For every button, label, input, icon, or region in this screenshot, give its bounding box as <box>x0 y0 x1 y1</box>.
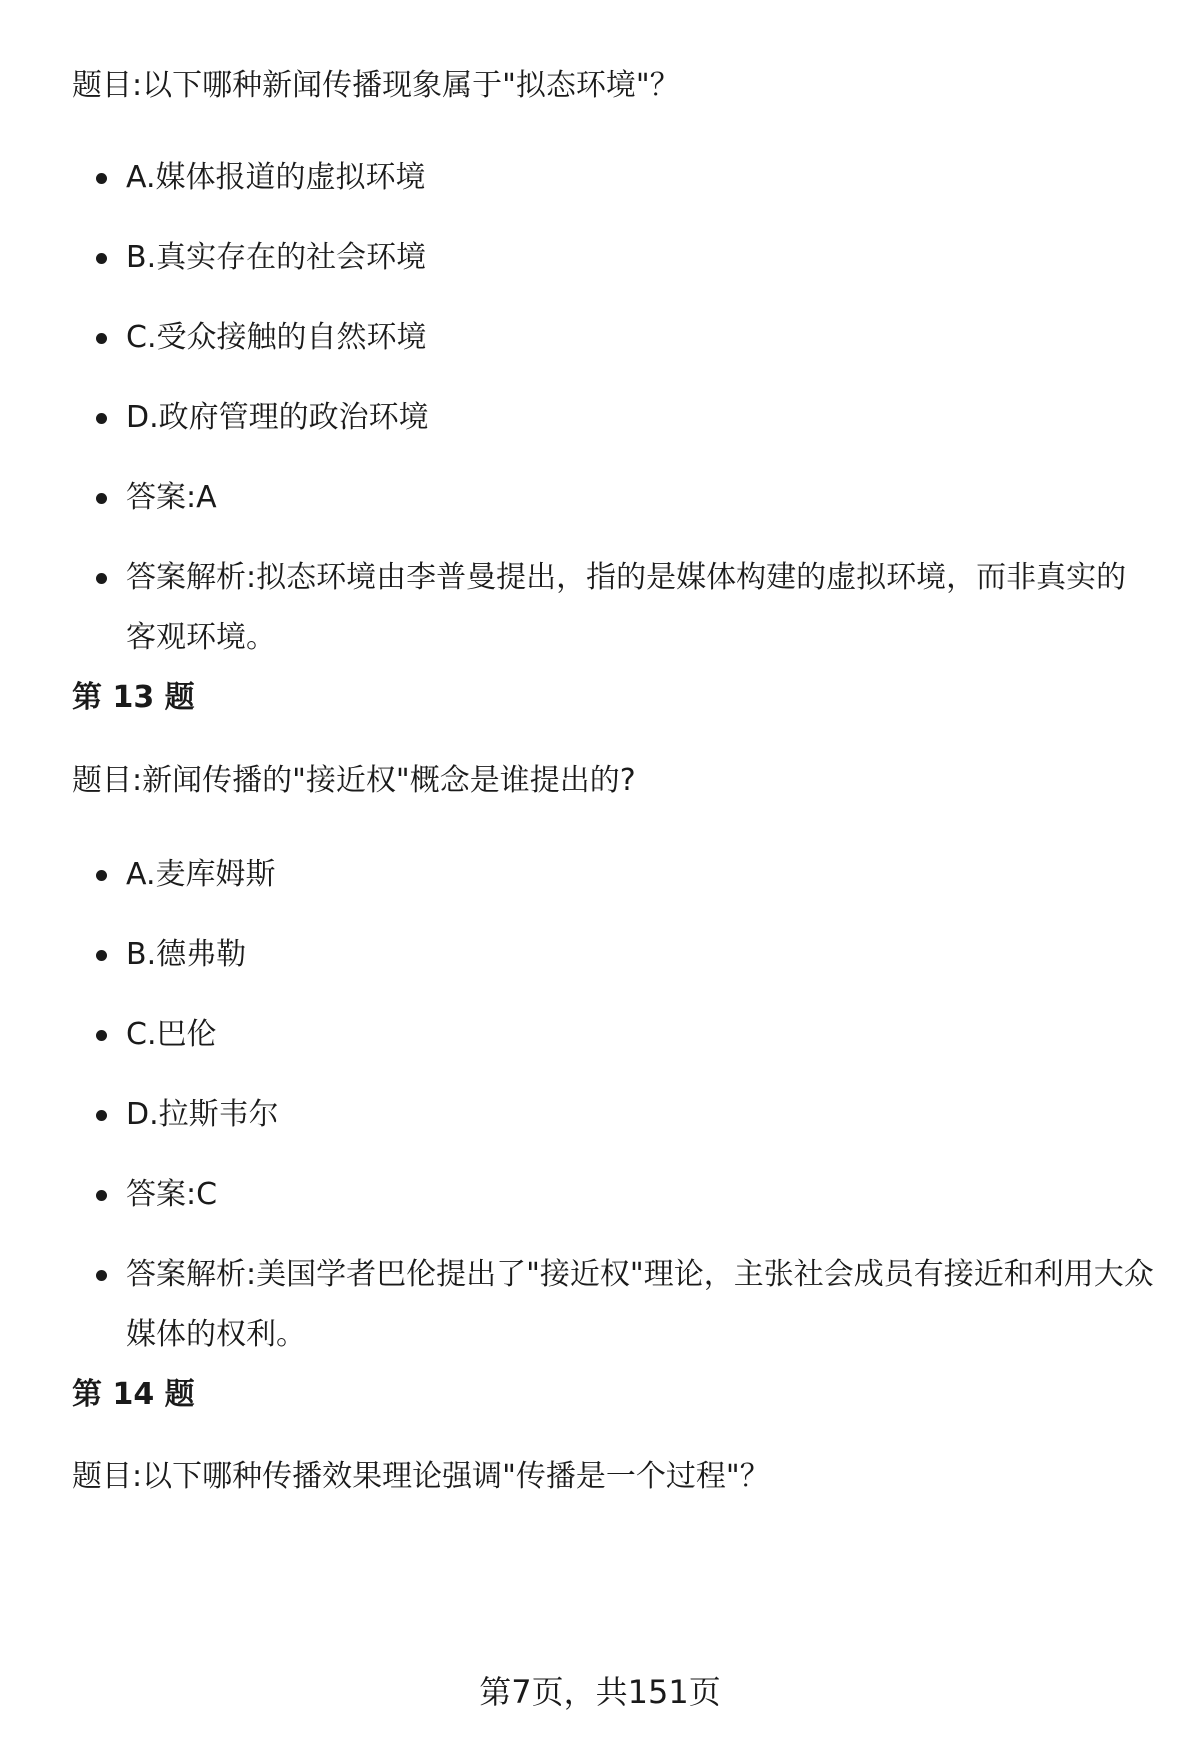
question-13-text: 题目:新闻传播的"接近权"概念是谁提出的? <box>72 763 636 798</box>
q13-option-c: C.巴伦 <box>126 1005 1156 1065</box>
q13-explanation: 答案解析:美国学者巴伦提出了"接近权"理论，主张社会成员有接近和利用大众媒体的权利。 <box>126 1245 1156 1365</box>
q13-option-b: B.德弗勒 <box>126 925 1156 985</box>
q12-option-b: B.真实存在的社会环境 <box>126 228 1156 288</box>
question-14-text: 题目:以下哪种传播效果理论强调"传播是一个过程"？ <box>72 1459 770 1494</box>
question-12-text: 题目:以下哪种新闻传播现象属于"拟态环境"？ <box>72 68 680 103</box>
question-13-heading: 第 13 题 <box>72 680 195 715</box>
q12-option-d: D.政府管理的政治环境 <box>126 388 1156 448</box>
q12-explanation: 答案解析:拟态环境由李普曼提出，指的是媒体构建的虚拟环境，而非真实的客观环境。 <box>126 548 1156 668</box>
q13-option-a: A.麦库姆斯 <box>126 845 1156 905</box>
question-14-heading: 第 14 题 <box>72 1377 195 1412</box>
q13-option-d: D.拉斯韦尔 <box>126 1085 1156 1145</box>
q12-option-c: C.受众接触的自然环境 <box>126 308 1156 368</box>
q12-answer: 答案:A <box>126 468 1156 528</box>
q13-answer: 答案:C <box>126 1165 1156 1225</box>
page-footer: 第7页，共151页 <box>479 1673 721 1711</box>
q12-option-a: A.媒体报道的虚拟环境 <box>126 148 1156 208</box>
